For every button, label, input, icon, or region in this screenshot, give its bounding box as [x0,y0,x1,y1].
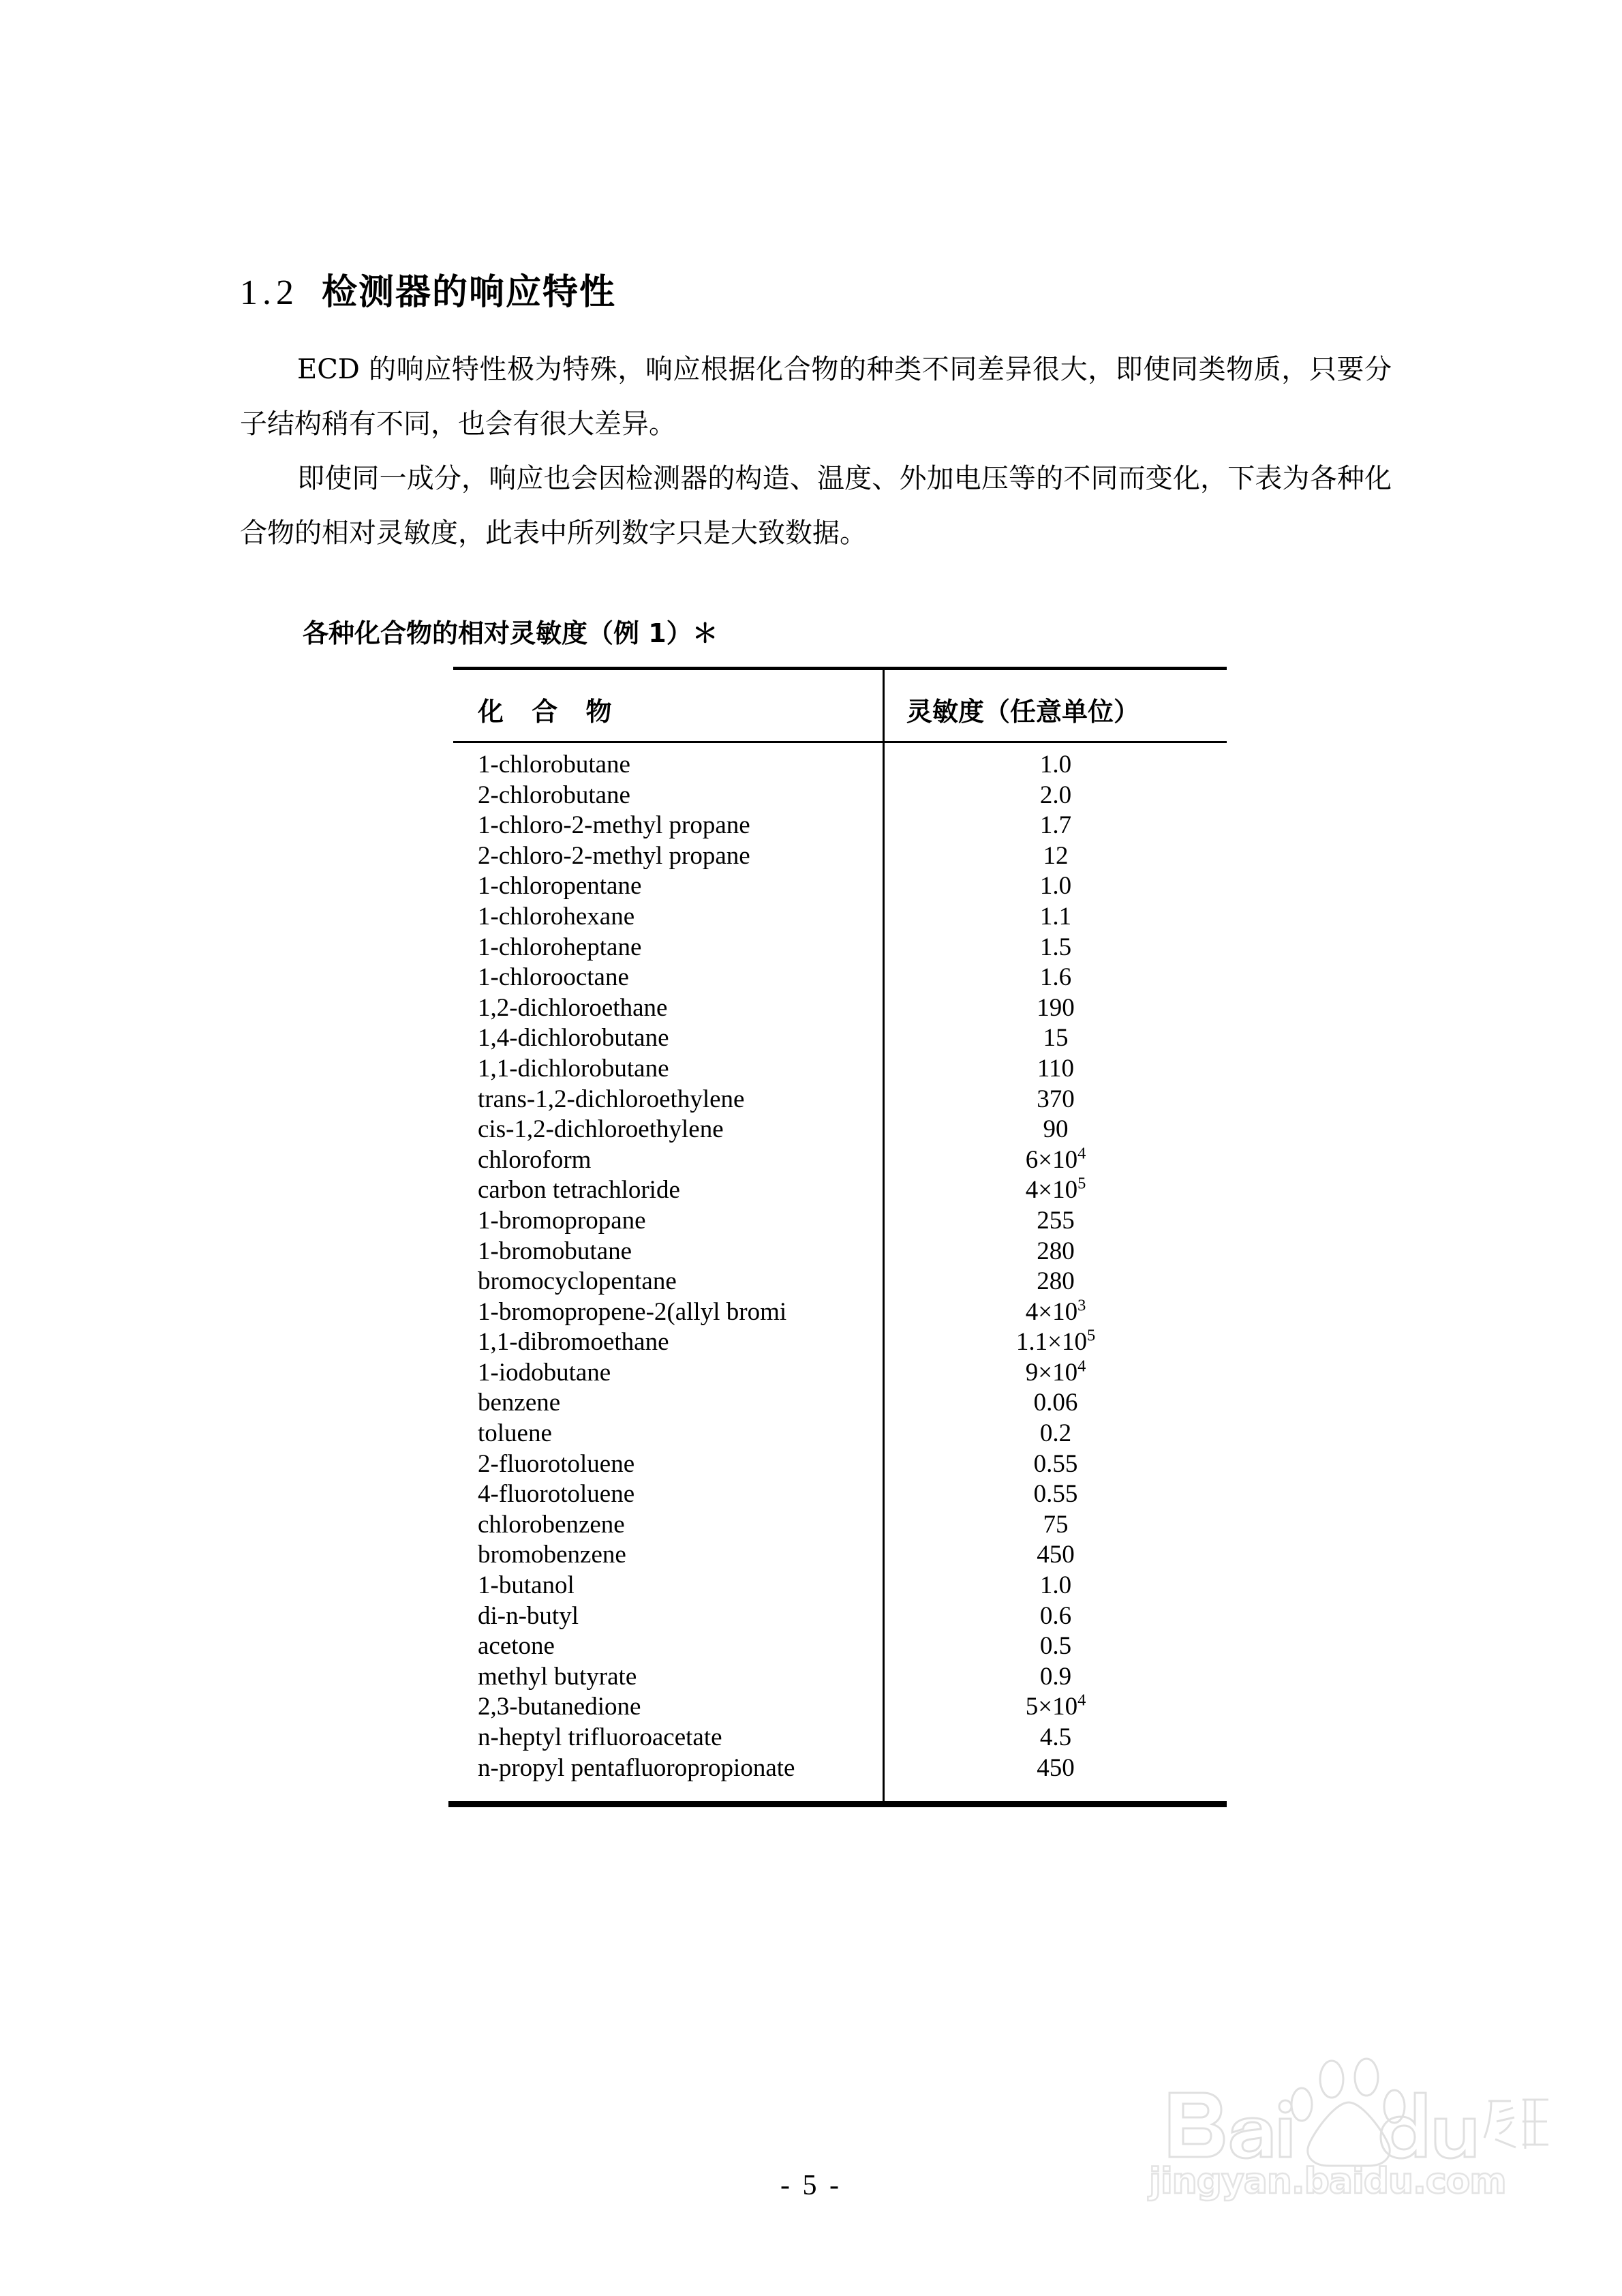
cell-compound: cis-1,2-dichloroethylene [478,1115,724,1144]
table-row [453,1145,1227,1176]
cell-compound: 1-bromopropane [478,1206,646,1235]
table-row [453,781,1227,811]
cell-compound: n-propyl pentafluoropropionate [478,1753,795,1782]
cell-sensitivity: 15 [1043,1024,1069,1053]
cell-compound: trans-1,2-dichloroethylene [478,1085,745,1113]
table-row [453,750,1227,781]
paragraph-2 [240,451,1392,560]
table-column-divider [883,670,885,741]
table-row [453,1327,1227,1358]
table-row [453,1023,1227,1054]
cell-sensitivity: 90 [1043,1115,1069,1144]
table-bottom-rule [448,1801,1227,1807]
table-row [453,1692,1227,1723]
cell-sensitivity: $9\times 10^4$ [1025,1357,1086,1387]
cell-compound: carbon tetrachloride [478,1176,680,1205]
table-row [453,1237,1227,1267]
section-heading [240,271,616,314]
cell-compound: 4-fluorotoluene [478,1480,635,1509]
cell-compound: bromocyclopentane [478,1267,677,1296]
table-row [453,871,1227,902]
cell-compound: benzene [478,1389,561,1417]
cell-sensitivity: $1.1\times 10^5$ [1015,1326,1096,1357]
cell-sensitivity: 0.5 [1039,1632,1072,1661]
cell-sensitivity: 1.7 [1039,811,1072,840]
cell-compound: chlorobenzene [478,1510,625,1539]
cell-compound: n-heptyl trifluoroacetate [478,1723,722,1751]
cell-sensitivity: 12 [1043,841,1069,870]
cell-compound: 1-bromopropene-2(allyl bromi [478,1297,787,1326]
cell-sensitivity: 1.0 [1039,1571,1072,1600]
table-row [453,1510,1227,1541]
cell-sensitivity: 4.5 [1039,1723,1072,1751]
cell-sensitivity: 450 [1037,1753,1075,1782]
cell-sensitivity: 1.1 [1039,902,1072,931]
cell-sensitivity: 0.2 [1039,1419,1072,1448]
cell-compound: bromobenzene [478,1541,626,1569]
cell-sensitivity: 1.5 [1039,933,1072,961]
page-number: - 5 - [780,2170,842,2201]
cell-compound: methyl butyrate [478,1662,637,1691]
table-caption: 各种化合物的相对灵敏度（例 1）＊ [303,618,718,648]
cell-sensitivity: 1.0 [1039,872,1072,901]
cell-compound: 1-iodobutane [478,1358,611,1387]
table-row [453,1085,1227,1115]
cell-sensitivity: 0.06 [1033,1389,1078,1417]
table-row [453,993,1227,1024]
section-number: 1.2 [240,273,299,312]
table-row [453,1753,1227,1784]
cell-compound: 1-bromobutane [478,1237,632,1265]
cell-compound: 2-chlorobutane [478,781,630,809]
cell-sensitivity: 0.55 [1033,1480,1078,1509]
table-row [453,1571,1227,1601]
cell-sensitivity: 190 [1037,993,1075,1022]
cell-sensitivity: 0.6 [1039,1601,1072,1630]
table-row [453,1540,1227,1571]
cell-sensitivity: 280 [1037,1267,1075,1296]
column-header-sensitivity: 灵敏度（任意单位） [906,697,1140,727]
cell-compound: 1,1-dibromoethane [478,1328,669,1357]
cell-sensitivity: 450 [1037,1541,1075,1569]
cell-sensitivity: $6\times 10^4$ [1025,1144,1086,1174]
cell-compound: 2-chloro-2-methyl propane [478,841,750,870]
table-row [453,1662,1227,1693]
cell-sensitivity: 280 [1037,1237,1075,1265]
cell-sensitivity: $5\times 10^4$ [1025,1691,1086,1721]
cell-compound: 2,3-butanedione [478,1693,641,1721]
table-row [453,1358,1227,1389]
table-row [453,1115,1227,1145]
cell-sensitivity: $4\times 10^3$ [1025,1296,1086,1326]
table-row [453,841,1227,872]
table-row [453,1419,1227,1449]
table-header-row [453,670,1227,741]
cell-sensitivity: 110 [1037,1054,1075,1083]
cell-compound: 1,1-dichlorobutane [478,1054,669,1083]
cell-sensitivity: 2.0 [1039,781,1072,809]
paragraph-2-text: 即使同一成分，响应也会因检测器的构造、温度、外加电压等的不同而变化，下表为各种化合物的相对灵敏度，此表中所列数字只是大致数据。 [240,463,1392,549]
table-row [453,1388,1227,1419]
baidu-logo-icon [1139,2053,1548,2169]
cell-compound: 1-chlorohexane [478,902,635,931]
table-rows [453,743,1227,1801]
column-header-compound: 化 合 物 [478,697,622,727]
cell-compound: di-n-butyl [478,1601,579,1630]
cell-compound: 1,2-dichloroethane [478,993,668,1022]
cell-sensitivity: 370 [1037,1085,1075,1113]
table-row [453,1297,1227,1328]
table-row [453,933,1227,963]
cell-sensitivity: $4\times 10^5$ [1025,1174,1086,1205]
cell-sensitivity: 1.6 [1039,963,1072,992]
cell-sensitivity: 0.55 [1033,1449,1078,1478]
cell-sensitivity: 255 [1037,1206,1075,1235]
table-row [453,811,1227,841]
table-row [453,1267,1227,1297]
table-row [453,963,1227,993]
cell-compound: 1-chloroheptane [478,933,642,961]
cell-compound: 1-butanol [478,1571,575,1600]
paragraph-1-text: ECD 的响应特性极为特殊，响应根据化合物的种类不同差异很大，即使同类物质，只要分子结构稍有不同，也会有很大差异。 [240,354,1392,440]
cell-compound: 1-chloro-2-methyl propane [478,811,750,840]
cell-compound: acetone [478,1632,555,1661]
cell-sensitivity: 0.9 [1039,1662,1072,1691]
table-body [453,743,1227,1801]
table-row [453,1631,1227,1662]
cell-sensitivity: 1.0 [1039,751,1072,779]
sensitivity-table [453,667,1227,1807]
cell-compound: chloroform [478,1145,592,1174]
table-row [453,1479,1227,1510]
table-row [453,1449,1227,1480]
table-row [453,1175,1227,1206]
cell-compound: toluene [478,1419,552,1448]
table-row [453,1054,1227,1085]
cell-compound: 1,4-dichlorobutane [478,1024,669,1053]
table-row [453,1723,1227,1753]
cell-compound: 1-chlorooctane [478,963,629,992]
table-row [453,1601,1227,1632]
watermark-url: jingyan.baidu.com [1149,2161,1506,2202]
table-row [453,1206,1227,1237]
table-row [453,902,1227,933]
cell-compound: 1-chlorobutane [478,751,630,779]
section-title: 检测器的响应特性 [322,272,617,313]
cell-sensitivity: 75 [1043,1510,1069,1539]
cell-compound: 1-chloropentane [478,872,642,901]
paragraph-1 [240,342,1392,451]
cell-compound: 2-fluorotoluene [478,1449,635,1478]
